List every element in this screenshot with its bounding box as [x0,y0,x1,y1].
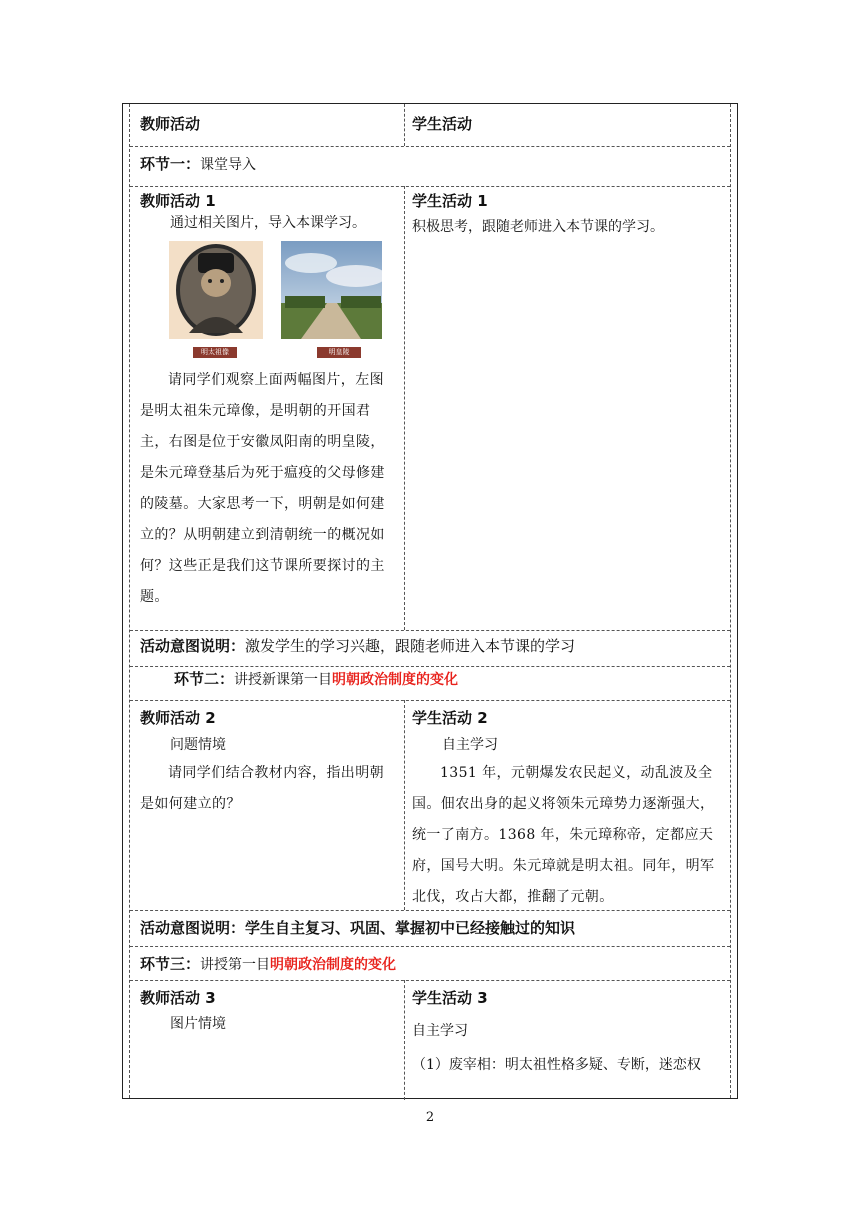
section1-teacher-heading: 教师活动 1 [140,192,216,210]
column-divider [404,104,405,146]
section1-title: 环节一：课堂导入 [140,155,257,173]
section2-title: 环节二：讲授新课第一目明朝政治制度的变化 [174,670,459,688]
section2-teacher-heading: 教师活动 2 [140,709,216,727]
row-divider [130,146,730,147]
header-student: 学生活动 [412,115,473,133]
section3-student-line1: 自主学习 [412,1023,468,1039]
portrait-image [169,241,263,339]
portrait-caption: 明太祖像 [193,347,237,358]
tomb-image [281,241,382,339]
header-teacher: 教师活动 [140,115,201,133]
tomb-caption: 明皇陵 [317,347,361,358]
row-divider [130,946,730,947]
column-divider [404,980,405,1100]
section3-teacher-line: 图片情境 [170,1016,226,1032]
section1-student-heading: 学生活动 1 [412,192,488,210]
section2-student-line: 自主学习 [442,737,498,753]
row-divider [130,700,730,701]
page-number: 2 [425,1110,435,1125]
row-divider [130,666,730,667]
section1-teacher-intro: 通过相关图片，导入本课学习。 [170,215,366,231]
section1-intent: 活动意图说明：激发学生的学习兴趣，跟随老师进入本节课的学习 [140,637,576,655]
section3-student-heading: 学生活动 3 [412,989,488,1007]
row-divider [130,186,730,187]
section2-student-heading: 学生活动 2 [412,709,488,727]
tomb-road-icon [281,241,382,339]
row-divider [130,630,730,631]
section2-intent: 活动意图说明：学生自主复习、巩固、掌握初中已经接触过的知识 [140,919,576,937]
section2-teacher-paragraph: 请同学们结合教材内容，指出明朝是如何建立的？ [140,765,384,812]
portrait-icon [169,241,263,339]
section1-teacher-paragraph: 请同学们观察上面两幅图片，左图是明太祖朱元璋像，是明朝的开国君主，右图是位于安徽凤阳南的明皇陵，是朱元璋登基后为死于瘟疫的父母修建的陵墓。大家思考一下，明朝是如何建立的？从明朝建立到清朝统一的概况如何？这些正是我们这节课所要探讨的主题。 [140,372,385,605]
section3-title: 环节三：讲授第一目明朝政治制度的变化 [140,955,397,973]
row-divider [130,980,730,981]
section3-teacher-heading: 教师活动 3 [140,989,216,1007]
section3-student-line2: （1）废宰相：明太祖性格多疑、专断，迷恋权 [412,1057,701,1073]
section2-teacher-line: 问题情境 [170,737,226,753]
section1-student-text: 积极思考，跟随老师进入本节课的学习。 [412,219,664,235]
section2-student-paragraph: 1351 年，元朝爆发农民起义，动乱波及全国。佃农出身的起义将领朱元璋势力逐渐强大，统一了南方。1368 年，朱元璋称帝，定都应天府，国号大明。朱元璋就是明太祖。同年，明军北伐，攻占大都，推翻了元朝。 [412,765,715,905]
column-divider [404,186,405,630]
column-divider [404,700,405,910]
